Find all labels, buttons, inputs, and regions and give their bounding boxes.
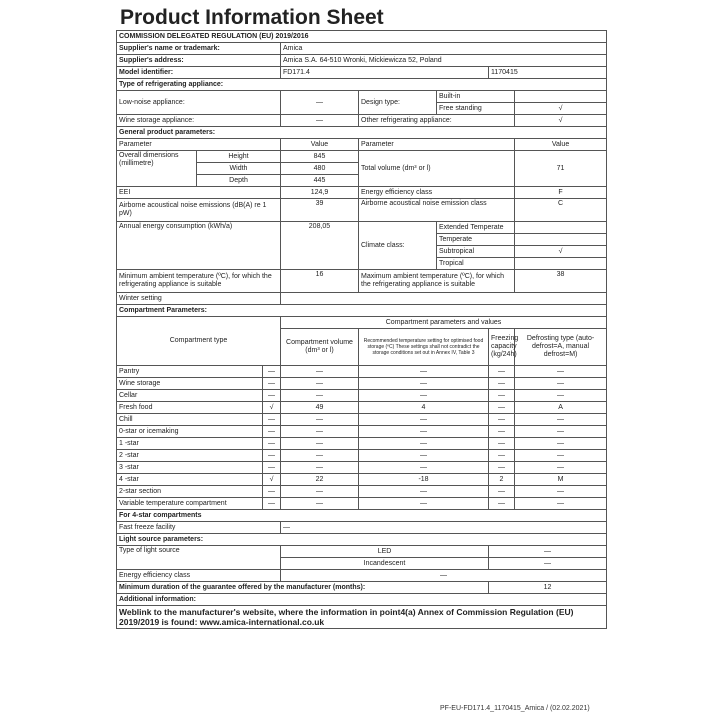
value-header: Value (281, 139, 359, 151)
max-temp-label: Maximum ambient temperature (ºC), for which the refrigerating appliance is suitable (359, 270, 515, 293)
compartment-defrost: — (515, 378, 607, 390)
annual-energy-value: 208,05 (281, 222, 359, 270)
built-in-label: Built-in (437, 91, 515, 103)
compartment-temp: — (359, 366, 489, 378)
compartment-temp: — (359, 462, 489, 474)
compartment-volume: — (281, 462, 359, 474)
compartment-temp: — (359, 414, 489, 426)
compartment-rows (117, 366, 607, 510)
compartment-row (117, 486, 607, 498)
noise-emissions-label: Airborne acoustical noise emissions (dB(A) re 1 pW) (117, 199, 281, 222)
compartment-name: Variable temperature compartment (117, 498, 263, 510)
supplier-name: Amica (281, 43, 607, 55)
width-label: Width (197, 163, 281, 175)
compartment-row (117, 414, 607, 426)
compartment-volume: 22 (281, 474, 359, 486)
compartment-freezing: — (489, 426, 515, 438)
model-label: Model identifier: (117, 67, 281, 79)
compartment-name: 2 -star (117, 450, 263, 462)
compartment-name: Pantry (117, 366, 263, 378)
col-defrost-header: Defrosting type (auto-defrost=A, manual defrost=M) (515, 329, 607, 366)
compartment-freezing: — (489, 378, 515, 390)
compartment-volume: — (281, 438, 359, 450)
compartment-row (117, 378, 607, 390)
param-header-2: Parameter (359, 139, 515, 151)
compartment-defrost: — (515, 450, 607, 462)
compartment-freezing: — (489, 402, 515, 414)
annual-energy-label: Annual energy consumption (kWh/a) (117, 222, 281, 270)
compartment-freezing: — (489, 390, 515, 402)
compartment-present: √ (263, 474, 281, 486)
compartment-volume: — (281, 486, 359, 498)
other-refrig-value: √ (515, 115, 607, 127)
footer-code: PF-EU-FD171.4_1170415_Amica / (02.02.2021) (440, 705, 590, 712)
climate-value (515, 222, 607, 234)
compartment-name: 4 -star (117, 474, 263, 486)
climate-label: Subtropical (437, 246, 515, 258)
compartment-volume: — (281, 390, 359, 402)
compartment-defrost: — (515, 498, 607, 510)
light-header: Light source parameters: (117, 534, 607, 546)
noise-class-label: Airborne acoustical noise emission class (359, 199, 515, 222)
compartment-present: — (263, 450, 281, 462)
eei-value: 124,9 (281, 187, 359, 199)
four-star-header: For 4-star compartments (117, 510, 607, 522)
compartment-freezing: — (489, 486, 515, 498)
compartment-defrost: — (515, 462, 607, 474)
param-header: Parameter (117, 139, 281, 151)
compartment-present: — (263, 390, 281, 402)
value-header-2: Value (515, 139, 607, 151)
col-temp-header: Recommended temperature setting for optimised food storage (ºC) These settings shall not contradict the storage conditions set out in Annex IV, Table 3 (359, 329, 489, 366)
compartment-volume: — (281, 378, 359, 390)
compartment-temp: 4 (359, 402, 489, 414)
additional-header: Additional information: (117, 594, 607, 606)
energy-class-value: F (515, 187, 607, 199)
climate-value (515, 234, 607, 246)
low-noise-value: — (281, 91, 359, 115)
built-in-value (515, 91, 607, 103)
compartment-name: 1 -star (117, 438, 263, 450)
light-energy-value: — (281, 570, 607, 582)
compartment-name: 2-star section (117, 486, 263, 498)
compartment-row (117, 474, 607, 486)
other-refrig-label: Other refrigerating appliance: (359, 115, 515, 127)
page-title: Product Information Sheet (120, 6, 384, 29)
compartment-present: √ (263, 402, 281, 414)
compartment-defrost: M (515, 474, 607, 486)
col-volume-header: Compartment volume (dm³ or l) (281, 329, 359, 366)
compartment-name: Wine storage (117, 378, 263, 390)
noise-class-value: C (515, 199, 607, 222)
compartment-defrost: A (515, 402, 607, 414)
weblink-text: Weblink to the manufacturer's website, where the information in point4(a) Annex of Commission Regulation (EU) 2019/2019 is found: www.amica-international.co.uk (117, 606, 607, 629)
compartment-temp: — (359, 450, 489, 462)
low-noise-label: Low-noise appliance: (117, 91, 281, 115)
general-header: General product parameters: (117, 127, 607, 139)
light-energy-label: Energy efficiency class (117, 570, 281, 582)
total-volume-value: 71 (515, 151, 607, 187)
compartment-present: — (263, 366, 281, 378)
col-freezing-header: Freezing capacity (kg/24h) (489, 329, 515, 366)
width-value: 480 (281, 163, 359, 175)
compartment-volume: 49 (281, 402, 359, 414)
climate-label: Extended Temperate (437, 222, 515, 234)
fast-freeze-value: — (281, 522, 607, 534)
compartment-row (117, 462, 607, 474)
depth-value: 445 (281, 175, 359, 187)
compartment-row (117, 402, 607, 414)
compartment-name: Chill (117, 414, 263, 426)
compartment-defrost: — (515, 366, 607, 378)
fast-freeze-label: Fast freeze facility (117, 522, 281, 534)
winter-label: Winter setting (117, 293, 281, 305)
compartment-defrost: — (515, 414, 607, 426)
compartment-volume: — (281, 450, 359, 462)
compartment-freezing: — (489, 438, 515, 450)
wine-storage-value: — (281, 115, 359, 127)
compartment-name: 0-star or icemaking (117, 426, 263, 438)
design-type-label: Design type: (359, 91, 437, 115)
led-label: LED (281, 546, 489, 558)
compartment-freezing: 2 (489, 474, 515, 486)
compartment-present: — (263, 378, 281, 390)
free-standing-label: Free standing (437, 103, 515, 115)
winter-value (281, 293, 607, 305)
compartment-temp: — (359, 390, 489, 402)
free-standing-value: √ (515, 103, 607, 115)
climate-value (515, 258, 607, 270)
type-header: Type of refrigerating appliance: (117, 79, 607, 91)
compartment-values-header: Compartment parameters and values (281, 317, 607, 329)
compartment-present: — (263, 438, 281, 450)
led-value: — (489, 546, 607, 558)
compartment-temp: — (359, 486, 489, 498)
noise-emissions-value: 39 (281, 199, 359, 222)
compartment-present: — (263, 462, 281, 474)
compartment-freezing: — (489, 498, 515, 510)
overall-dims-label: Overall dimensions (millimetre) (117, 151, 197, 187)
compartment-defrost: — (515, 438, 607, 450)
compartment-present: — (263, 486, 281, 498)
compartment-defrost: — (515, 390, 607, 402)
total-volume-label: Total volume (dm³ or l) (359, 151, 515, 187)
info-table (116, 30, 607, 629)
compartment-row (117, 498, 607, 510)
model-code: 1170415 (489, 67, 607, 79)
compartment-defrost: — (515, 426, 607, 438)
regulation: COMMISSION DELEGATED REGULATION (EU) 2019/2016 (117, 31, 607, 43)
compartment-freezing: — (489, 366, 515, 378)
compartment-row (117, 450, 607, 462)
depth-label: Depth (197, 175, 281, 187)
compartment-name: 3 -star (117, 462, 263, 474)
compartment-name: Cellar (117, 390, 263, 402)
guarantee-label: Minimum duration of the guarantee offered by the manufacturer (months): (117, 582, 489, 594)
height-label: Height (197, 151, 281, 163)
compartment-volume: — (281, 498, 359, 510)
col-type-header: Compartment type (117, 317, 281, 366)
energy-class-label: Energy efficiency class (359, 187, 515, 199)
compartment-freezing: — (489, 414, 515, 426)
compartment-row (117, 438, 607, 450)
height-value: 845 (281, 151, 359, 163)
compartment-freezing: — (489, 462, 515, 474)
incandescent-value: — (489, 558, 607, 570)
compartment-temp: — (359, 378, 489, 390)
light-type-label: Type of light source (117, 546, 281, 570)
compartment-present: — (263, 426, 281, 438)
supplier-address-label: Supplier's address: (117, 55, 281, 67)
compartment-row (117, 390, 607, 402)
compartment-temp: — (359, 426, 489, 438)
climate-label: Temperate (437, 234, 515, 246)
compartment-volume: — (281, 366, 359, 378)
compartment-volume: — (281, 414, 359, 426)
min-temp-label: Minimum ambient temperature (ºC), for which the refrigerating appliance is suitable (117, 270, 281, 293)
compartment-temp: — (359, 498, 489, 510)
compartment-row (117, 366, 607, 378)
compartment-present: — (263, 414, 281, 426)
model-id: FD171.4 (281, 67, 489, 79)
compartment-header: Compartment Parameters: (117, 305, 607, 317)
climate-label: Tropical (437, 258, 515, 270)
guarantee-value: 12 (489, 582, 607, 594)
wine-storage-label: Wine storage appliance: (117, 115, 281, 127)
min-temp-value: 16 (281, 270, 359, 293)
compartment-present: — (263, 498, 281, 510)
max-temp-value: 38 (515, 270, 607, 293)
compartment-temp: — (359, 438, 489, 450)
compartment-row (117, 426, 607, 438)
climate-value: √ (515, 246, 607, 258)
compartment-defrost: — (515, 486, 607, 498)
compartment-freezing: — (489, 450, 515, 462)
supplier-address: Amica S.A. 64-510 Wronki, Mickiewicza 52, Poland (281, 55, 607, 67)
eei-label: EEI (117, 187, 281, 199)
product-information-sheet (116, 0, 606, 629)
climate-class-label: Climate class: (359, 222, 437, 270)
incandescent-label: Incandescent (281, 558, 489, 570)
supplier-name-label: Supplier's name or trademark: (117, 43, 281, 55)
compartment-name: Fresh food (117, 402, 263, 414)
compartment-volume: — (281, 426, 359, 438)
compartment-temp: -18 (359, 474, 489, 486)
